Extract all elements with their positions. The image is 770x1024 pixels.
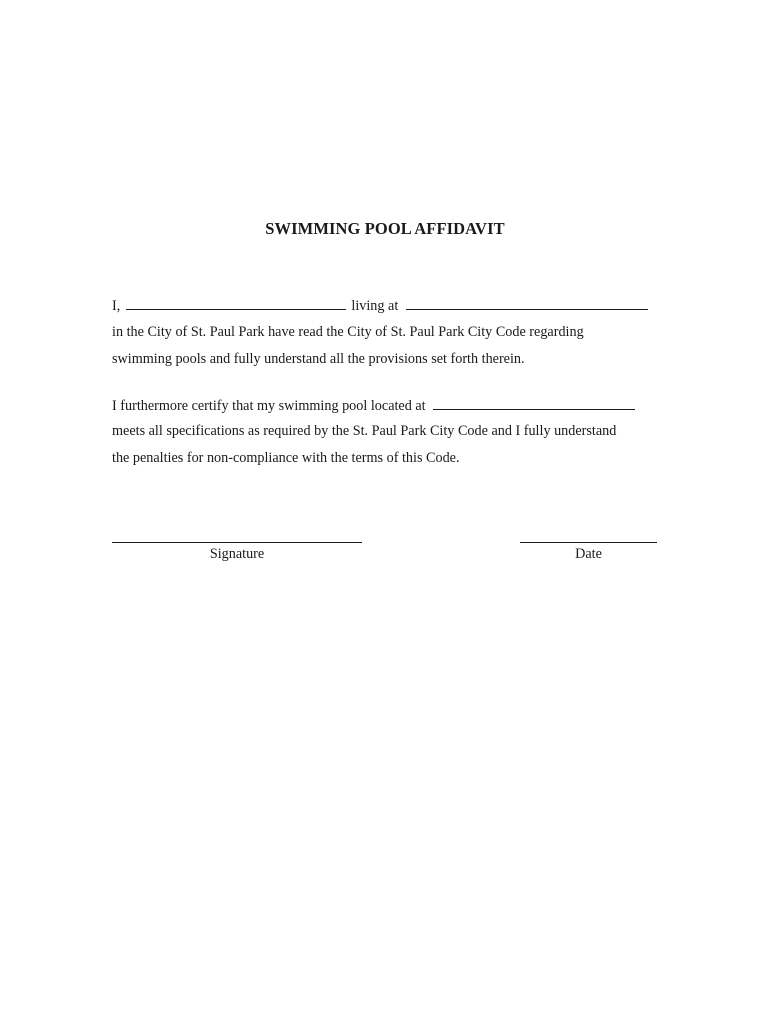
document-title: SWIMMING POOL AFFIDAVIT xyxy=(265,219,505,238)
name-field[interactable] xyxy=(126,296,346,310)
pool-location-field[interactable] xyxy=(433,396,635,410)
signature-label: Signature xyxy=(209,546,265,562)
name-address-line xyxy=(112,296,648,315)
pool-location-line xyxy=(112,396,635,415)
date-line[interactable] xyxy=(520,542,657,543)
signature-line[interactable] xyxy=(112,542,362,543)
prefix-text: I, xyxy=(112,298,121,314)
pool-location-text: I furthermore certify that my swimming pool located at xyxy=(112,398,426,414)
paragraph2-line2: meets all specifications as required by the St. Paul Park City Code and I fully understand xyxy=(112,423,617,439)
paragraph1-line2: in the City of St. Paul Park have read the City of St. Paul Park City Code regarding xyxy=(112,324,584,340)
address-field[interactable] xyxy=(406,296,648,310)
living-at-text: living at xyxy=(351,298,399,314)
paragraph2-line3: the penalties for non-compliance with the terms of this Code. xyxy=(112,450,460,466)
paragraph1-line3: swimming pools and fully understand all the provisions set forth therein. xyxy=(112,351,525,367)
date-label: Date xyxy=(575,546,602,562)
